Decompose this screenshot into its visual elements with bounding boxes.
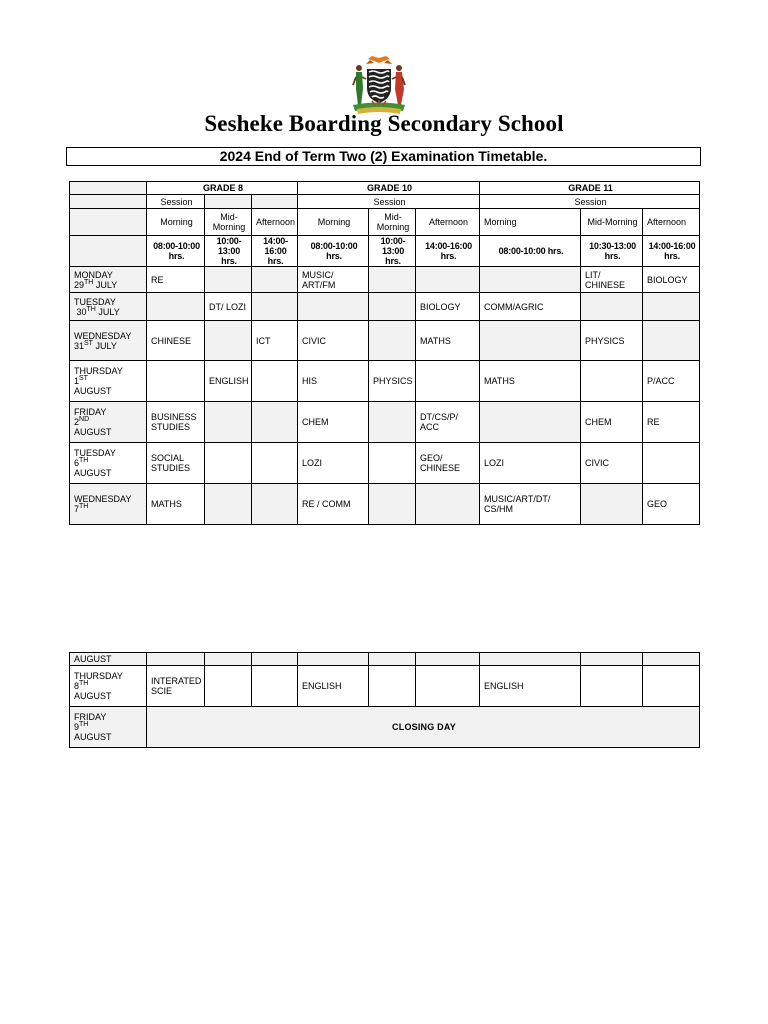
day-cell: THURSDAY 1ST AUGUST bbox=[70, 361, 147, 402]
table-row bbox=[70, 484, 700, 525]
exam-cell: ENGLISH bbox=[205, 361, 252, 402]
exam-cell bbox=[252, 666, 298, 707]
exam-cell: PHYSICS bbox=[581, 321, 643, 361]
exam-cell: CHEM bbox=[298, 402, 369, 443]
period-g11-morning: Morning bbox=[480, 209, 581, 236]
time-g11-mid-morning: 10:30-13:00 hrs. bbox=[581, 236, 643, 267]
exam-cell bbox=[205, 443, 252, 484]
exam-cell bbox=[298, 293, 369, 321]
shield-icon bbox=[367, 69, 391, 103]
exam-cell bbox=[643, 666, 700, 707]
school-name: Sesheke Boarding Secondary School bbox=[204, 111, 564, 136]
day-cell: AUGUST bbox=[70, 653, 147, 666]
exam-cell bbox=[205, 666, 252, 707]
exam-cell bbox=[369, 293, 416, 321]
exam-cell bbox=[205, 484, 252, 525]
exam-cell bbox=[369, 267, 416, 293]
day-cell: WEDNESDAY 7TH bbox=[70, 484, 147, 525]
exam-cell: GEO bbox=[643, 484, 700, 525]
exam-cell bbox=[581, 361, 643, 402]
period-g8-morning: Morning bbox=[147, 209, 205, 236]
exam-title: 2024 End of Term Two (2) Examination Timetable. bbox=[66, 147, 701, 166]
exam-cell bbox=[581, 666, 643, 707]
table-row bbox=[70, 653, 700, 666]
exam-cell: ENGLISH bbox=[480, 666, 581, 707]
period-g10-afternoon: Afternoon bbox=[416, 209, 480, 236]
day-cell: WEDNESDAY 31ST JULY bbox=[70, 321, 147, 361]
exam-cell: LOZI bbox=[480, 443, 581, 484]
time-g10-mid-morning: 10:00-13:00 hrs. bbox=[369, 236, 416, 267]
exam-cell: P/ACC bbox=[643, 361, 700, 402]
day-cell: FRIDAY 9TH AUGUST bbox=[70, 707, 147, 748]
exam-cell: BIOLOGY bbox=[416, 293, 480, 321]
exam-cell: DT/ LOZI bbox=[205, 293, 252, 321]
exam-cell bbox=[480, 321, 581, 361]
exam-cell bbox=[643, 443, 700, 484]
exam-cell bbox=[252, 361, 298, 402]
day-cell: TUESDAY 6TH AUGUST bbox=[70, 443, 147, 484]
exam-cell bbox=[416, 267, 480, 293]
exam-cell bbox=[416, 484, 480, 525]
exam-cell bbox=[581, 484, 643, 525]
grade-10-header: GRADE 10 bbox=[298, 182, 480, 195]
period-g8-mid-morning: Mid-Morning bbox=[205, 209, 252, 236]
exam-cell: RE / COMM bbox=[298, 484, 369, 525]
time-g10-afternoon: 14:00-16:00 hrs. bbox=[416, 236, 480, 267]
exam-cell bbox=[369, 484, 416, 525]
grade-11-header: GRADE 11 bbox=[480, 182, 700, 195]
grade-8-session: Session bbox=[147, 195, 205, 209]
exam-cell bbox=[643, 293, 700, 321]
time-g11-morning: 08:00-10:00 hrs. bbox=[480, 236, 581, 267]
exam-cell: MATHS bbox=[480, 361, 581, 402]
exam-cell: HIS bbox=[298, 361, 369, 402]
exam-cell: ENGLISH bbox=[298, 666, 369, 707]
grade-11-session: Session bbox=[480, 195, 700, 209]
exam-cell bbox=[252, 443, 298, 484]
exam-cell: MUSIC/ART/DT/ CS/HM bbox=[480, 484, 581, 525]
table-row bbox=[70, 707, 700, 748]
exam-cell: MATHS bbox=[147, 484, 205, 525]
exam-cell bbox=[416, 361, 480, 402]
exam-cell: INTERATED SCIE bbox=[147, 666, 205, 707]
table-row bbox=[70, 666, 700, 707]
table-row bbox=[70, 443, 700, 484]
period-g10-mid-morning: Mid-Morning bbox=[369, 209, 416, 236]
exam-cell: ICT bbox=[252, 321, 298, 361]
timetable-main bbox=[69, 181, 700, 525]
exam-cell bbox=[147, 293, 205, 321]
time-g10-morning: 08:00-10:00 hrs. bbox=[298, 236, 369, 267]
time-g8-morning: 08:00-10:00 hrs. bbox=[147, 236, 205, 267]
exam-cell bbox=[205, 267, 252, 293]
corner-cell bbox=[70, 182, 147, 195]
exam-cell bbox=[480, 402, 581, 443]
exam-cell bbox=[147, 361, 205, 402]
exam-cell bbox=[205, 402, 252, 443]
exam-cell bbox=[369, 402, 416, 443]
grade-10-session: Session bbox=[298, 195, 480, 209]
exam-cell bbox=[252, 293, 298, 321]
table-row bbox=[70, 293, 700, 321]
period-g10-morning: Morning bbox=[298, 209, 369, 236]
exam-cell bbox=[480, 267, 581, 293]
exam-cell: CHEM bbox=[581, 402, 643, 443]
exam-cell bbox=[369, 443, 416, 484]
table-row bbox=[70, 321, 700, 361]
time-g11-afternoon: 14:00-16:00 hrs. bbox=[643, 236, 700, 267]
time-g8-afternoon: 14:00-16:00 hrs. bbox=[252, 236, 298, 267]
exam-cell bbox=[252, 402, 298, 443]
timetable-continued bbox=[69, 652, 700, 748]
exam-cell: BIOLOGY bbox=[643, 267, 700, 293]
exam-cell: GEO/ CHINESE bbox=[416, 443, 480, 484]
exam-cell bbox=[416, 666, 480, 707]
day-cell: THURSDAY 8TH AUGUST bbox=[70, 666, 147, 707]
exam-cell: LIT/ CHINESE bbox=[581, 267, 643, 293]
exam-cell: PHYSICS bbox=[369, 361, 416, 402]
exam-cell bbox=[205, 321, 252, 361]
exam-cell bbox=[252, 484, 298, 525]
exam-cell: LOZI bbox=[298, 443, 369, 484]
exam-cell bbox=[252, 267, 298, 293]
table-row bbox=[70, 361, 700, 402]
time-g8-mid-morning: 10:00-13:00 hrs. bbox=[205, 236, 252, 267]
exam-cell bbox=[581, 293, 643, 321]
period-g11-mid-morning: Mid-Morning bbox=[581, 209, 643, 236]
table-row bbox=[70, 267, 700, 293]
day-cell: FRIDAY 2ND AUGUST bbox=[70, 402, 147, 443]
exam-cell: COMM/AGRIC bbox=[480, 293, 581, 321]
exam-cell bbox=[369, 666, 416, 707]
exam-cell: DT/CS/P/ ACC bbox=[416, 402, 480, 443]
exam-cell: CIVIC bbox=[581, 443, 643, 484]
exam-cell: CHINESE bbox=[147, 321, 205, 361]
exam-cell: BUSINESS STUDIES bbox=[147, 402, 205, 443]
period-g8-afternoon: Afternoon bbox=[252, 209, 298, 236]
coat-of-arms-crest bbox=[348, 55, 410, 115]
exam-cell: CIVIC bbox=[298, 321, 369, 361]
exam-cell bbox=[369, 321, 416, 361]
period-g11-afternoon: Afternoon bbox=[643, 209, 700, 236]
exam-cell: SOCIAL STUDIES bbox=[147, 443, 205, 484]
exam-cell: RE bbox=[643, 402, 700, 443]
eagle-icon bbox=[366, 56, 392, 64]
day-cell: MONDAY 29TH JULY bbox=[70, 267, 147, 293]
exam-cell: MATHS bbox=[416, 321, 480, 361]
exam-cell: MUSIC/ ART/FM bbox=[298, 267, 369, 293]
table-row bbox=[70, 402, 700, 443]
exam-cell: RE bbox=[147, 267, 205, 293]
exam-cell bbox=[643, 321, 700, 361]
day-cell: TUESDAY 30TH JULY bbox=[70, 293, 147, 321]
closing-day-cell: CLOSING DAY bbox=[147, 707, 700, 748]
grade-8-header: GRADE 8 bbox=[147, 182, 298, 195]
